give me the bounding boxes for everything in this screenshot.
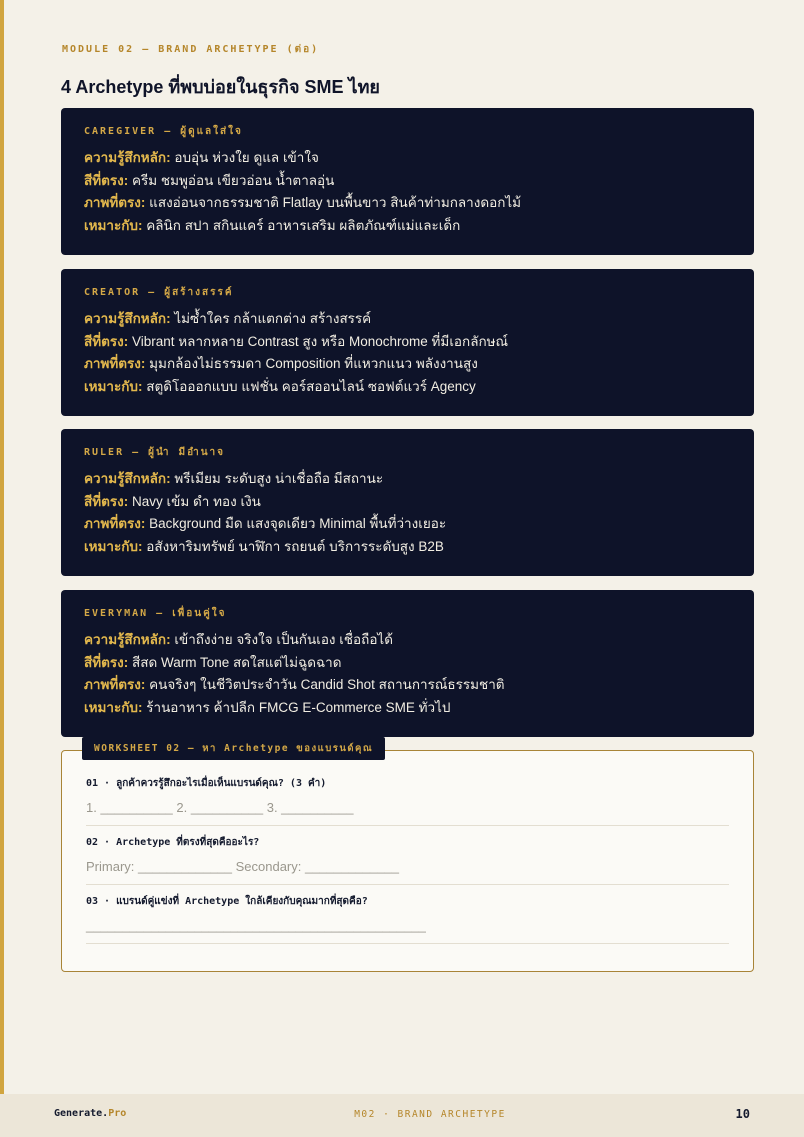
row-key: ภาพที่ตรง:	[84, 516, 146, 532]
row-value: Vibrant หลากหลาย Contrast สูง หรือ Monochrome ที่มีเอกลักษณ์	[128, 333, 509, 349]
row-value: ร้านอาหาร ค้าปลีก FMCG E-Commerce SME ทั่วไป	[142, 700, 451, 716]
row-key: เหมาะกับ:	[84, 379, 143, 395]
row-value: Navy เข้ม ดำ ทอง เงิน	[128, 493, 261, 509]
card-row-imagery	[84, 674, 730, 697]
row-key: สีที่ตรง:	[84, 654, 129, 670]
card-row-fit	[84, 697, 730, 720]
question-label: 02 · Archetype ที่ตรงที่สุดคืออะไร?	[86, 837, 260, 848]
row-key: เหมาะกับ:	[84, 539, 143, 555]
answer-blank-field[interactable]: 1. __________ 2. __________ 3. __________	[86, 800, 354, 815]
card-row-fit	[84, 536, 730, 559]
card-title: CREATOR — ผู้สร้างสรรค์	[84, 287, 234, 298]
divider	[86, 825, 729, 826]
card-row-feeling	[84, 629, 730, 652]
card-row-colors	[84, 652, 730, 675]
card-row-feeling	[84, 468, 730, 491]
card-row-imagery	[84, 353, 730, 376]
page-number: 10	[735, 1107, 750, 1121]
question-label: 03 · แบรนด์คู่แข่งที่ Archetype ใกล้เคียงกับคุณมากที่สุดคือ?	[86, 896, 368, 907]
row-value: อสังหาริมทรัพย์ นาฬิกา รถยนต์ บริการระดับสูง B2B	[142, 539, 444, 555]
card-row-fit	[84, 376, 730, 399]
worksheet-question-2	[86, 836, 729, 885]
row-value: สีสด Warm Tone สดใสแต่ไม่ฉูดฉาด	[128, 654, 342, 670]
row-key: เหมาะกับ:	[84, 218, 143, 234]
row-key: ความรู้สึกหลัก:	[84, 632, 171, 647]
worksheet-question-3	[86, 895, 729, 944]
card-row-imagery	[84, 513, 730, 536]
row-value: คลินิก สปา สกินแคร์ อาหารเสริม ผลิตภัณฑ์แม่และเด็ก	[142, 218, 461, 234]
answer-blank-field[interactable]: _______________________________________________	[86, 918, 426, 933]
card-row-colors	[84, 331, 730, 354]
row-key: ภาพที่ตรง:	[84, 677, 146, 693]
row-key: ความรู้สึกหลัก:	[84, 150, 171, 165]
answer-blank-field[interactable]: Primary: _____________ Secondary: _____________	[86, 859, 399, 874]
divider	[86, 943, 729, 944]
row-value: เข้าถึงง่าย จริงใจ เป็นกันเอง เชื่อถือได้	[170, 632, 393, 647]
archetype-card-ruler	[61, 429, 754, 576]
card-title: CAREGIVER — ผู้ดูแลใส่ใจ	[84, 126, 243, 137]
card-row-colors	[84, 170, 730, 193]
card-row-feeling	[84, 147, 730, 170]
card-row-imagery	[84, 192, 730, 215]
row-value: แสงอ่อนจากธรรมชาติ Flatlay บนพื้นขาว สินค้าท่ามกลางดอกไม้	[145, 195, 522, 211]
card-row-fit	[84, 215, 730, 238]
row-value: มุมกล้องไม่ธรรมดา Composition ที่แหวกแนว พลังงานสูง	[145, 356, 478, 372]
row-key: ภาพที่ตรง:	[84, 195, 146, 211]
row-value: ครีม ชมพูอ่อน เขียวอ่อน น้ำตาลอุ่น	[128, 172, 335, 188]
row-key: ความรู้สึกหลัก:	[84, 471, 171, 486]
question-label: 01 · ลูกค้าควรรู้สึกอะไรเมื่อเห็นแบรนด์คุณ? (3 คำ)	[86, 778, 327, 789]
row-key: สีที่ตรง:	[84, 172, 129, 188]
module-label: MODULE 02 — BRAND ARCHETYPE (ต่อ)	[62, 44, 320, 55]
worksheet-question-1	[86, 777, 729, 826]
page-title: 4 Archetype ที่พบบ่อยในธุรกิจ SME ไทย	[61, 77, 380, 97]
row-value: พรีเมียม ระดับสูง น่าเชื่อถือ มีสถานะ	[170, 471, 384, 486]
row-value: คนจริงๆ ในชีวิตประจำวัน Candid Shot สถานการณ์ธรรมชาติ	[145, 677, 505, 693]
row-value: Background มืด แสงจุดเดียว Minimal พื้นที่ว่างเยอะ	[145, 516, 447, 532]
card-title: RULER — ผู้นำ มีอำนาจ	[84, 447, 226, 458]
row-key: เหมาะกับ:	[84, 700, 143, 716]
row-value: ไม่ซ้ำใคร กล้าแตกต่าง สร้างสรรค์	[170, 311, 372, 326]
card-row-colors	[84, 491, 730, 514]
row-key: ภาพที่ตรง:	[84, 356, 146, 372]
row-key: สีที่ตรง:	[84, 333, 129, 349]
page-footer	[0, 1094, 804, 1137]
card-title: EVERYMAN — เพื่อนคู่ใจ	[84, 608, 227, 619]
archetype-card-caregiver	[61, 108, 754, 255]
row-value: สตูดิโอออกแบบ แฟชั่น คอร์สออนไลน์ ซอฟต์แวร์ Agency	[142, 379, 476, 395]
archetype-card-everyman	[61, 590, 754, 737]
worksheet-tab-label: WORKSHEET 02 — หา Archetype ของแบรนด์คุณ	[82, 737, 385, 760]
left-accent-rule	[0, 0, 4, 1094]
card-row-feeling	[84, 308, 730, 331]
brand-main: Generate.	[54, 1108, 109, 1119]
footer-section-label: M02 · BRAND ARCHETYPE	[354, 1109, 506, 1120]
row-key: ความรู้สึกหลัก:	[84, 311, 171, 326]
row-key: สีที่ตรง:	[84, 493, 129, 509]
brand-accent: Pro	[108, 1108, 127, 1119]
archetype-card-creator	[61, 269, 754, 416]
divider	[86, 884, 729, 885]
row-value: อบอุ่น ห่วงใย ดูแล เข้าใจ	[170, 150, 319, 165]
